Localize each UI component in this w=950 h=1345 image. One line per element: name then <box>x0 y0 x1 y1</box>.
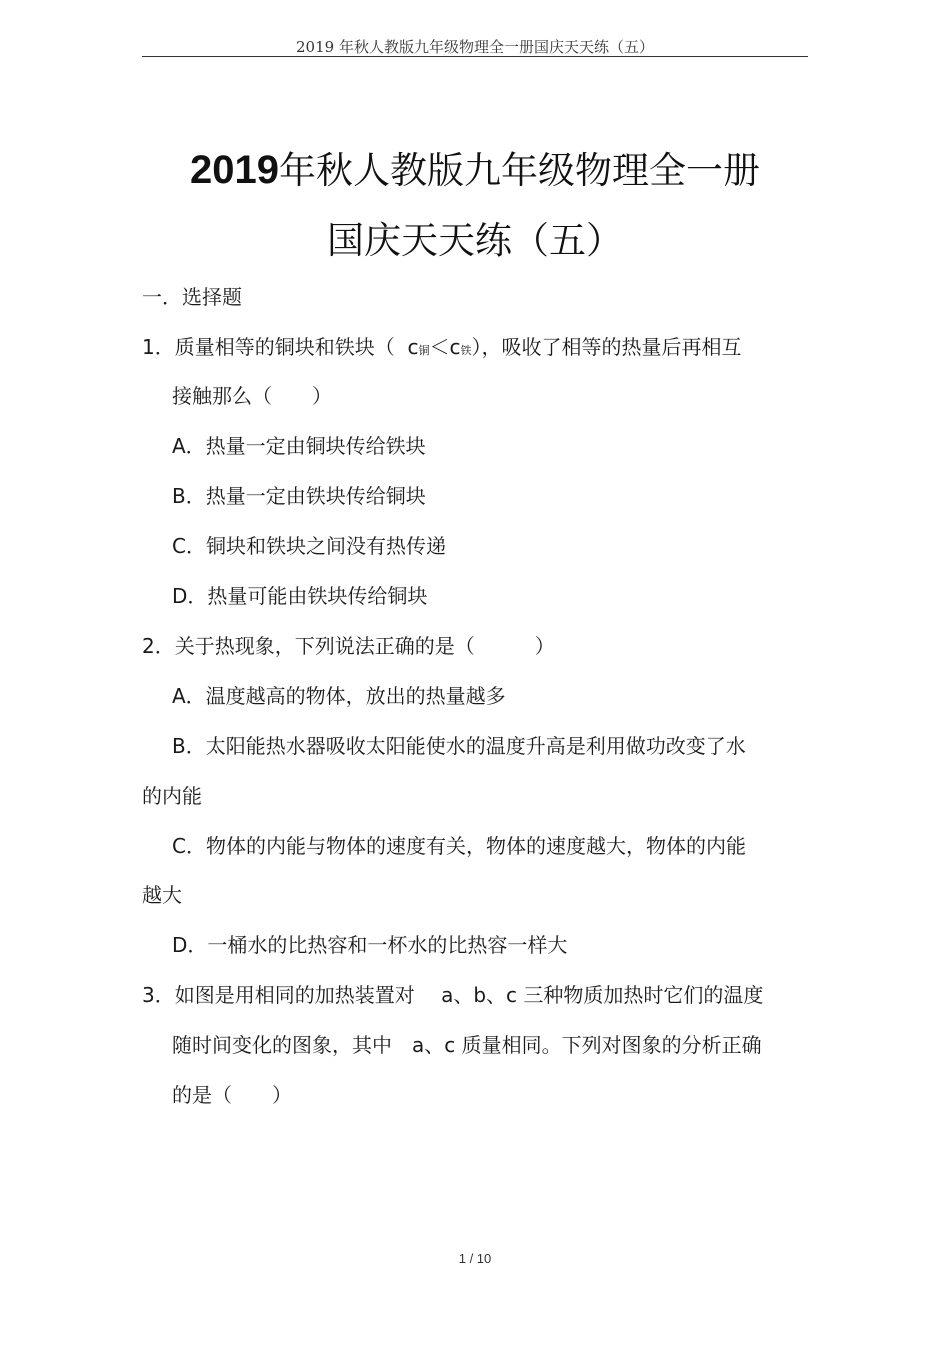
running-header: 2019 年秋人教版九年级物理全一册国庆天天练（五） <box>296 38 654 56</box>
question-2-option-c-line-1: C．物体的内能与物体的速度有关，物体的速度越大，物体的内能 <box>172 834 746 858</box>
q1-prefix: 1．质量相等的铜块和铁块（ <box>142 335 395 359</box>
question-1-option-d: D．热量可能由铁块传给铜块 <box>172 584 428 608</box>
q1-c1: c <box>407 335 419 359</box>
question-1-stem <box>142 331 741 360</box>
title-line-2: 国庆天天练（五） <box>327 219 623 262</box>
question-1-option-a: A．热量一定由铜块传给铁块 <box>172 434 426 458</box>
question-1-option-c: C．铜块和铁块之间没有热传递 <box>172 534 446 558</box>
q1-sub2: 铁 <box>460 344 472 357</box>
section-heading: 一．选择题 <box>142 285 242 309</box>
question-2-option-a: A．温度越高的物体，放出的热量越多 <box>172 684 506 708</box>
q1-sub1: 铜 <box>418 344 430 357</box>
question-1-stem-2: 接触那么（ ） <box>172 384 332 408</box>
q1-c2: c <box>449 335 461 359</box>
question-2-stem: 2．关于热现象，下列说法正确的是（ ） <box>142 634 555 658</box>
title-line-1-rest: 年秋人教版九年级物理全一册 <box>278 149 760 192</box>
q1-lt: ＜ <box>429 335 450 359</box>
q1-suffix: ），吸收了相等的热量后再相互 <box>471 335 742 359</box>
question-3-line-1: 3．如图是用相同的加热装置对 a、b、c 三种物质加热时它们的温度 <box>142 983 764 1007</box>
question-2-option-d: D．一桶水的比热容和一杯水的比热容一样大 <box>172 933 568 957</box>
question-1-option-b: B．热量一定由铁块传给铜块 <box>172 484 426 508</box>
question-3-line-2: 随时间变化的图象，其中 a、c 质量相同。下列对图象的分析正确 <box>172 1033 762 1057</box>
question-3-line-3: 的是（ ） <box>172 1083 292 1107</box>
title-line-1 <box>0 140 950 194</box>
question-2-option-c-line-2: 越大 <box>142 883 182 907</box>
header-rule <box>142 56 808 57</box>
question-2-option-b-line-2: 的内能 <box>142 784 202 808</box>
question-2-option-b-line-1: B．太阳能热水器吸收太阳能使水的温度升高是利用做功改变了水 <box>172 734 746 758</box>
title-year: 2019 <box>190 148 279 192</box>
page-number: 1 / 10 <box>458 1251 492 1266</box>
